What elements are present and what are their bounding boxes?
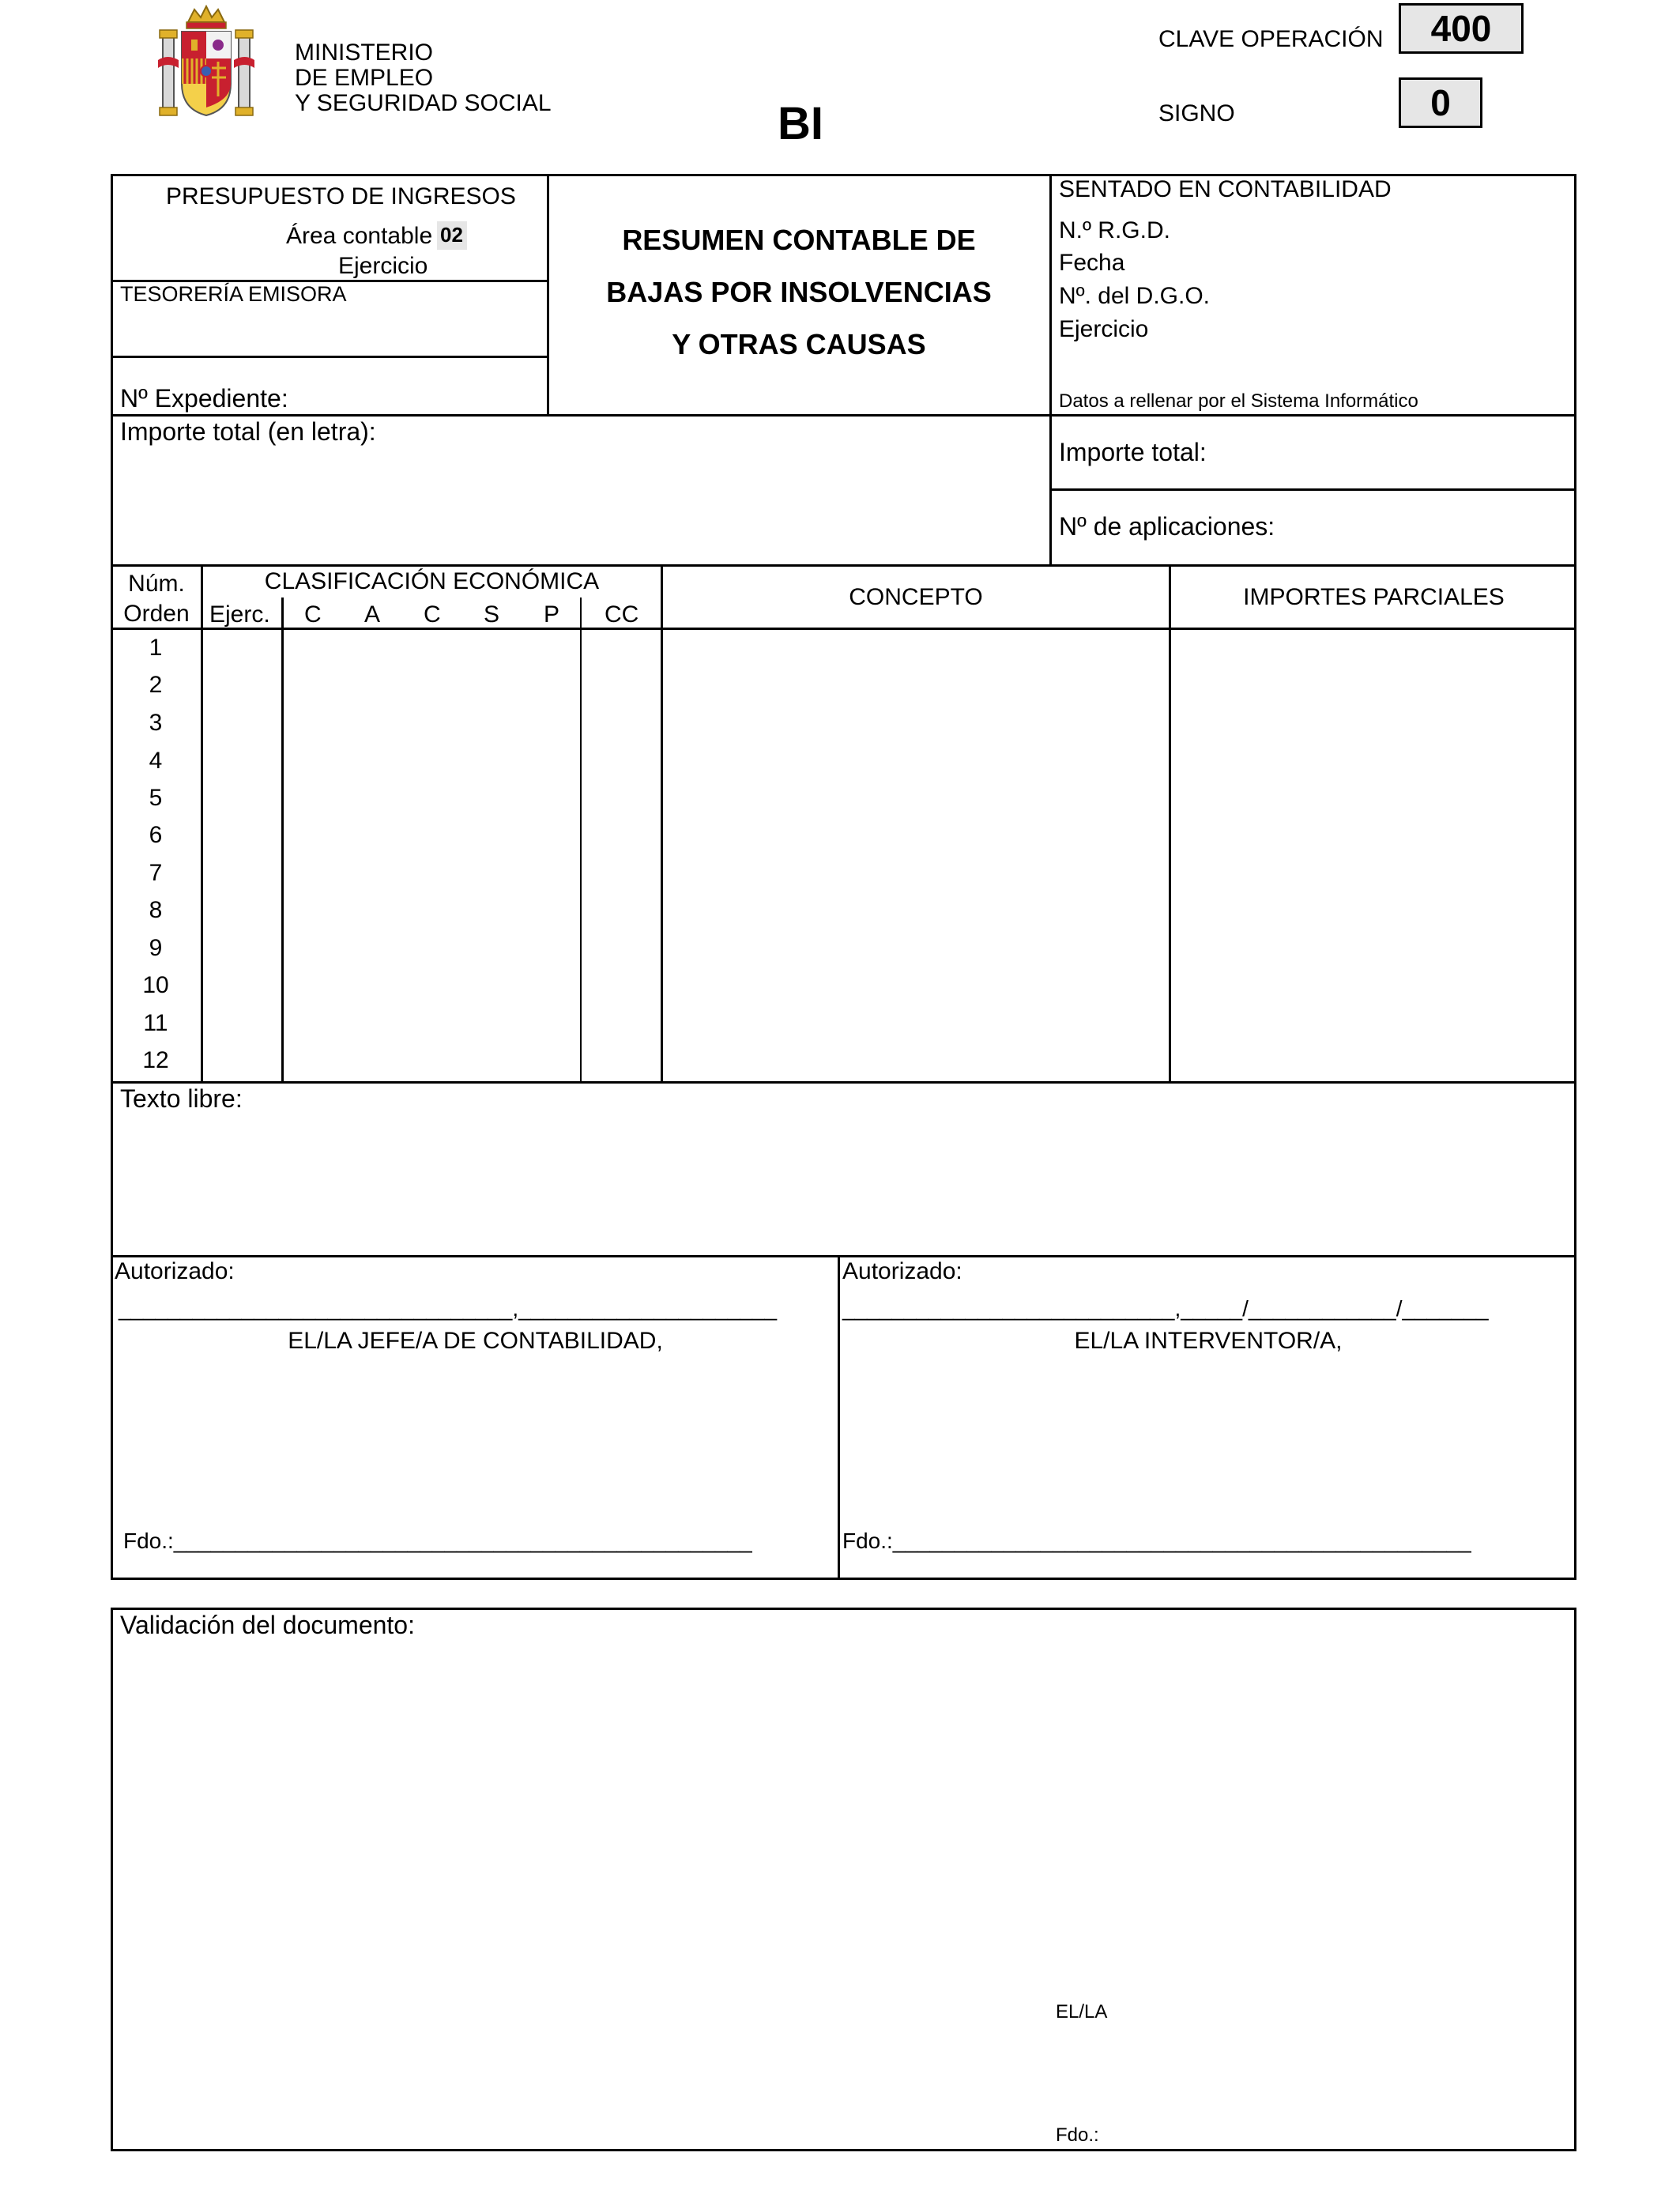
c-header: C xyxy=(424,601,441,628)
table-row-number: 8 xyxy=(149,897,163,923)
table-col-divider xyxy=(580,598,582,1083)
area-contable-label: Área contable xyxy=(286,223,433,249)
divider xyxy=(1049,174,1052,566)
right-authorization-line: ___________________________,_____/____________/_______ xyxy=(842,1296,1489,1321)
form-code: BI xyxy=(778,98,823,149)
clave-operacion-value: 400 xyxy=(1399,3,1524,54)
interventor-role: EL/LA INTERVENTOR/A, xyxy=(1074,1328,1343,1354)
ejercicio-right-label: Ejercicio xyxy=(1059,316,1149,342)
divider xyxy=(111,414,1576,417)
form-title-line-3: Y OTRAS CAUSAS xyxy=(672,328,926,360)
dgo-label: Nº. del D.G.O. xyxy=(1059,283,1211,309)
right-autorizado-label: Autorizado: xyxy=(842,1258,962,1284)
ejercicio-label: Ejercicio xyxy=(338,253,428,279)
fecha-label: Fecha xyxy=(1059,250,1125,276)
presupuesto-label: PRESUPUESTO DE INGRESOS xyxy=(166,183,516,209)
table-col-divider xyxy=(661,564,663,1083)
signo-label: SIGNO xyxy=(1158,100,1235,126)
form-title-line-2: BAJAS POR INSOLVENCIAS xyxy=(606,276,992,308)
p-header: P xyxy=(544,601,560,628)
table-row-number: 9 xyxy=(149,935,163,961)
expediente-label: Nº Expediente: xyxy=(120,384,288,413)
ministry-line-3: Y SEGURIDAD SOCIAL xyxy=(295,90,552,116)
table-row-number: 10 xyxy=(142,972,169,998)
ministry-line-1: MINISTERIO xyxy=(295,40,434,66)
importe-letra-label: Importe total (en letra): xyxy=(120,417,376,446)
signo-value: 0 xyxy=(1399,77,1482,128)
clasificacion-economica-header: CLASIFICACIÓN ECONÓMICA xyxy=(264,568,600,594)
divider xyxy=(111,564,1576,567)
table-row-number: 3 xyxy=(149,710,163,736)
ejerc-header: Ejerc. xyxy=(209,601,270,628)
cc-header: CC xyxy=(605,601,639,628)
validacion-label: Validación del documento: xyxy=(120,1611,415,1639)
divider xyxy=(111,1255,1576,1257)
validacion-ella-label: EL/LA xyxy=(1056,2001,1108,2022)
right-fdo-line: Fdo.:_______________________________________________ xyxy=(842,1529,1471,1553)
area-contable-value: 02 xyxy=(437,221,467,250)
signature-divider xyxy=(838,1255,840,1580)
table-row-number: 11 xyxy=(143,1010,168,1036)
num-orden-header-line-1: Núm. xyxy=(128,571,185,597)
sistema-informatico-note: Datos a rellenar por el Sistema Informático xyxy=(1059,390,1418,412)
coat-of-arms-icon xyxy=(158,5,254,120)
s-header: S xyxy=(484,601,500,628)
left-autorizado-label: Autorizado: xyxy=(115,1258,235,1284)
a-header: A xyxy=(364,601,381,628)
tesoreria-emisora-label: TESORERÍA EMISORA xyxy=(120,282,347,306)
table-col-divider xyxy=(281,598,284,1083)
clave-operacion-label: CLAVE OPERACIÓN xyxy=(1158,26,1384,52)
table-row-number: 7 xyxy=(149,860,163,886)
table-row-number: 5 xyxy=(149,785,163,811)
rgd-label: N.º R.G.D. xyxy=(1059,217,1170,243)
importes-parciales-header: IMPORTES PARCIALES xyxy=(1243,584,1505,610)
ministry-line-2: DE EMPLEO xyxy=(295,65,434,91)
table-row-number: 1 xyxy=(149,635,163,661)
concepto-header: CONCEPTO xyxy=(849,584,983,610)
validacion-fdo-label: Fdo.: xyxy=(1056,2124,1099,2146)
table-row-number: 6 xyxy=(149,822,163,848)
main-form-frame xyxy=(111,174,1576,1580)
table-col-divider xyxy=(1169,564,1171,1083)
c-header: C xyxy=(304,601,322,628)
divider xyxy=(111,356,548,358)
num-aplicaciones-label: Nº de aplicaciones: xyxy=(1059,512,1275,541)
importe-total-label: Importe total: xyxy=(1059,438,1207,466)
left-fdo-line: Fdo.:_______________________________________________ xyxy=(123,1529,752,1553)
texto-libre-label: Texto libre: xyxy=(120,1084,243,1113)
validacion-frame xyxy=(111,1608,1576,2151)
num-orden-header-line-2: Orden xyxy=(123,601,190,627)
form-title-line-1: RESUMEN CONTABLE DE xyxy=(622,224,976,256)
divider xyxy=(111,628,1576,630)
divider xyxy=(1049,488,1576,491)
table-row-number: 4 xyxy=(149,748,163,774)
left-authorization-line: ________________________________,_____________________ xyxy=(119,1296,778,1321)
table-row-number: 2 xyxy=(149,672,163,698)
sentado-contabilidad-label: SENTADO EN CONTABILIDAD xyxy=(1059,176,1392,202)
table-row-number: 12 xyxy=(142,1047,169,1073)
divider xyxy=(111,1081,1576,1084)
jefe-contabilidad-role: EL/LA JEFE/A DE CONTABILIDAD, xyxy=(288,1328,663,1354)
table-col-divider xyxy=(201,564,203,1083)
